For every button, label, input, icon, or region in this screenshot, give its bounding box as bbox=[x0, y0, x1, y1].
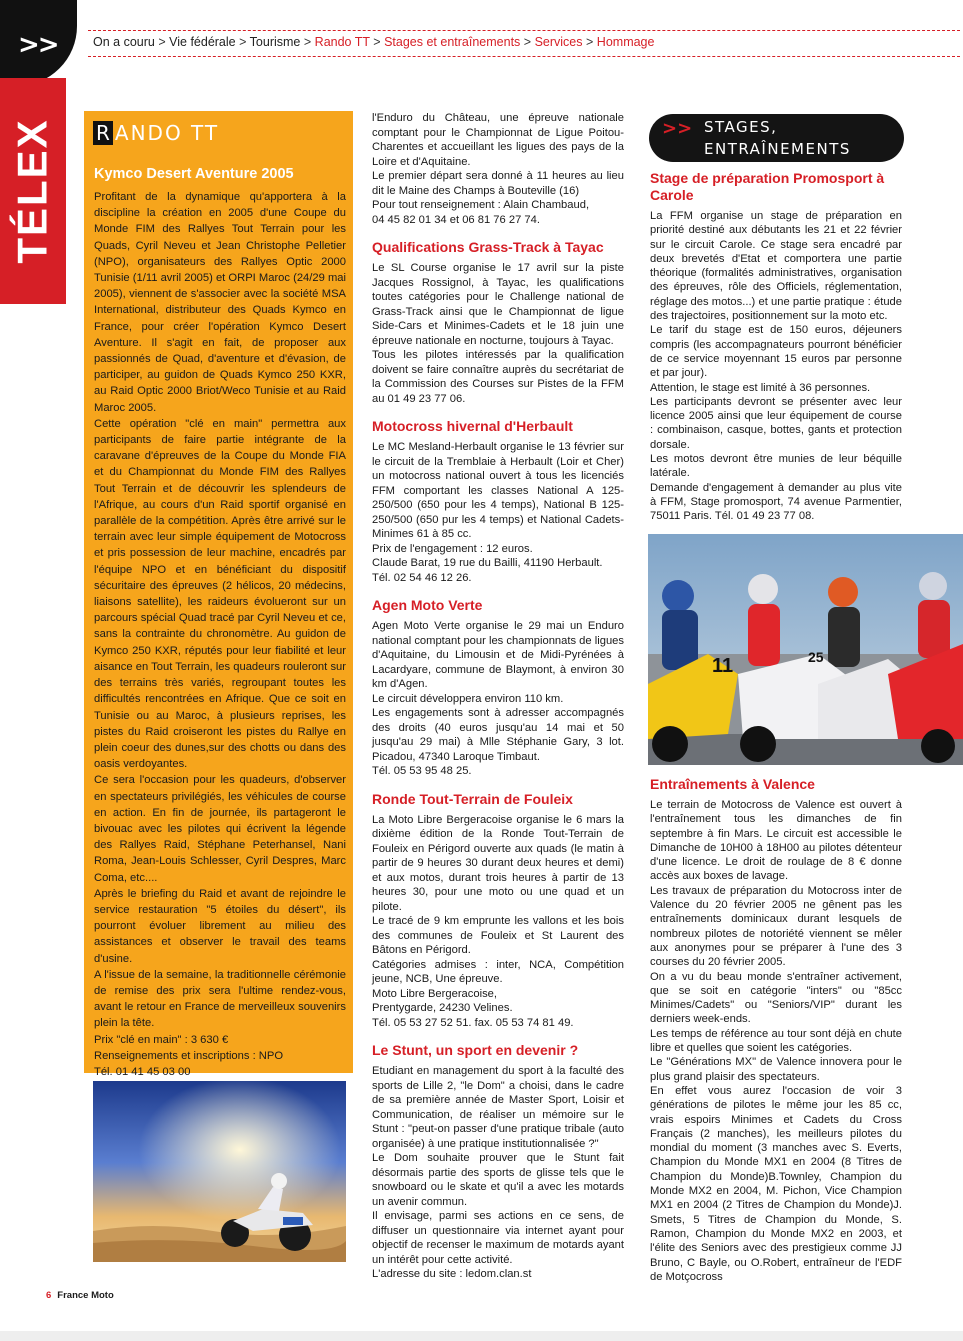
promosport-paragraph: La FFM organise un stage de préparation en priorité destiné aux débutants les 21 et 22 février sur le circuit Carole. Ce stage sera encadré par deux brevetés d'Etat et comportera une partie théorique (formalités administratives, organisation des épreuves, rôle des Officiels, réglementation, réglage des motos...) et une partie pratique : étude des trajectoires, positionnement sur la moto etc. bbox=[650, 210, 902, 323]
enduro-paragraph: l'Enduro du Château, une épreuve nationale comptant pour le Championnat de Ligue Poitou-Charentes et accueillant les ligues des pays de la Loire et d'Aquitaine. bbox=[372, 112, 624, 168]
page-folio bbox=[46, 1290, 114, 1301]
enduro-paragraph: Pour tout renseignement : Alain Chambaud, bbox=[372, 199, 590, 211]
valence-paragraph: Les temps de référence au tour sont déjà en chute libre et quelles que soient les catégories. bbox=[650, 1027, 902, 1055]
section-paragraph: L'adresse du site : ledom.clan.st bbox=[372, 1268, 532, 1280]
section-paragraph: Le circuit développera environ 110 km. bbox=[372, 692, 564, 705]
enduro-paragraph: 04 45 82 01 34 et 06 81 76 27 74. bbox=[372, 213, 540, 226]
section-heading: Entraînements à Valence bbox=[650, 776, 815, 792]
section-paragraph: Il envisage, parmi ses actions en ce sens, de diffuser un questionnaire via internet ayant pour objectif de recenser le maximum de motards ayant un intérêt pour cette activité. bbox=[372, 1210, 624, 1266]
breadcrumb-separator: > bbox=[239, 35, 247, 49]
side-label bbox=[0, 78, 66, 304]
section-heading: Le Stunt, un sport en devenir ? bbox=[372, 1042, 579, 1058]
section-paragraph: Tél. 05 53 95 48 25. bbox=[372, 765, 472, 777]
rubric-initial: R bbox=[93, 121, 113, 145]
section-paragraph: Etudiant en management du sport à la faculté des sports de Lille 2, "le Dom" a choisi, dans le cadre de sa première année de Master Sport, Loisir et Communication, de réaliser un mémoire sur le Stunt : "peut-on passer d'une pratique tribale (auto organisée) à une pratique institutionnalisée ?" bbox=[372, 1065, 624, 1150]
section-heading: Agen Moto Verte bbox=[372, 597, 483, 613]
section-paragraph: Le MC Mesland-Herbault organise le 13 février sur le circuit de la Tremblaie à Herbault (Loir et Cher) un motocross national ouvert à tous les licenciés FFM comportant les classes National A 125-250/500 (650 pour les 4 temps), National B 125-250/500 (650 pur les 4 temps) et National Cadets-Minimes 61 à 85 cc. bbox=[372, 441, 624, 540]
enduro-paragraph: Le premier départ sera donné à 11 heures au lieu dit le Maine des Champs à Bouteville (16) bbox=[372, 170, 624, 197]
section-paragraph: Le SL Course organise le 17 avril sur la piste Jacques Rossignol, à Tayac, les qualifications toutes catégories pour le Challenge national de Grass-Track ainsi que le Championnat de ligue Side-Cars et Minimes-Cadets et le 18 juin une épreuve nationale en nocturne, toujours à Tayac. bbox=[372, 262, 624, 347]
kymco-paragraph: A l'issue de la semaine, la traditionnelle cérémonie de remise des prix sera l'ultime rendez-vous, avant le retour en France de merveilleux souvenirs plein la tête. bbox=[94, 968, 346, 1030]
quad-rider-image bbox=[93, 1081, 346, 1262]
section-paragraph: Tél. 02 54 46 12 26. bbox=[372, 571, 472, 584]
breadcrumb bbox=[93, 35, 654, 49]
breadcrumb-separator: > bbox=[373, 35, 381, 49]
kymco-paragraph: Ce sera l'occasion pour les quadeurs, d'observer en spectateurs privilégiés, les véhicules de course en action. En fin de journée, ils partageront le bivouac avec les pilotes qui écrivent la légende des Rallyes Raid, Stéphane Peterhansel, Nani Roma, Jean-Louis Schlesser, Cyril Despres, Marc Coma, etc.... bbox=[94, 774, 346, 884]
double-arrow-icon: >> bbox=[18, 30, 58, 60]
breadcrumb-link[interactable]: Services bbox=[534, 35, 583, 49]
breadcrumb-separator: > bbox=[303, 35, 312, 49]
section-heading: Ronde Tout-Terrain de Fouleix bbox=[372, 790, 573, 807]
rubric-rest: ANDO TT bbox=[114, 121, 220, 145]
section-paragraph: Le tracé de 9 km emprunte les vallons et les bois des communes de Fouleix et St Laurent des Bâtons en Périgord. bbox=[372, 915, 624, 956]
section-paragraph: Moto Libre Bergeracoise, bbox=[372, 987, 497, 1000]
section-paragraph: Claude Barat, 19 rue du Bailli, 41190 Herbault. bbox=[372, 557, 603, 569]
right-column-valence bbox=[650, 776, 902, 1284]
kymco-paragraph: Prix "clé en main" : 3 630 € bbox=[94, 1033, 229, 1046]
section-paragraph: La Moto Libre Bergeracoise organise le 6 mars la dixième édition de la Ronde Tout-Terrain de Fouleix en Périgord ouverte aux quads (le matin à partir de 9 heures 30 durant deux heures et demi) et aux motos, durant trois heures à partir de 13 heures 30, pour une moto ou une quad et un pilote. bbox=[372, 813, 624, 913]
promosport-paragraph: Attention, le stage est limité à 36 personnes. bbox=[650, 381, 871, 394]
breadcrumb-separator: > bbox=[523, 35, 532, 49]
breadcrumb-rule-bottom bbox=[88, 56, 960, 57]
breadcrumb-link[interactable]: Tourisme bbox=[249, 35, 301, 49]
riders-image bbox=[648, 534, 963, 765]
article-body-kymco bbox=[94, 189, 346, 1096]
breadcrumb-separator: > bbox=[158, 35, 166, 49]
section-heading: Qualifications Grass-Track à Tayac bbox=[372, 239, 604, 255]
valence-paragraph: En effet vous aurez l'occasion de voir 3 générations de pilotes le même jour les 85 cc, vrais espoirs Minimes et Cadets du Cross Français (2 manches), les meilleurs pilotes du mondial du moment (3 manches avec S. Everts, Champion du Monde MX1 en 2004 (8 Titres de Champion du Monde)B.Townley, Champion du Monde MX2 en 2004, M. Pichon, Vice Champion MX1 en 2004 (2 Titres de Champion du Monde)J. Smets, 5 Titres de Champion du Monde, S. Ramon, Champion du Monde MX2 en 2003, et l'élite des Seniors avec des prestigieux comme JJ Bruno, C Bayle, ou O.Robert, entraîneur de l'EDF de Motçocross bbox=[650, 1084, 902, 1283]
kymco-paragraph: Tél. 01 41 45 03 00 bbox=[94, 1065, 191, 1078]
middle-column bbox=[372, 111, 624, 1282]
promosport-paragraph: Les participants devront se présenter avec leur licence 2005 ainsi que leur équipement de course : combinaison, casque, bottes, gants et protection dorsale. bbox=[650, 395, 902, 451]
section-paragraph: Tél. 05 53 27 52 51. fax. 05 53 74 81 49. bbox=[372, 1016, 574, 1029]
promosport-paragraph: Les motos devront être munies de leur béquille latérale. bbox=[650, 453, 902, 480]
section-paragraph: Les engagements sont à adresser accompagnés des droits (40 euros jusqu'au 14 mai et 50 jusqu'au 29 mai) à Mlle Stéphanie Gary, 3 lot. Picadou, 47340 Laroque Timbaut. bbox=[372, 707, 624, 763]
kymco-paragraph: Renseignements et inscriptions : NPO bbox=[94, 1049, 284, 1062]
breadcrumb-link[interactable]: Rando TT bbox=[314, 35, 370, 49]
valence-paragraph: On a vu du beau monde s'entraîner activement, que se soit en catégorie "inters" ou "85cc Minimes/Cadets" ou "Seniors/VIP" durant les derniers week-ends. bbox=[650, 970, 902, 1026]
section-paragraph: Prix de l'engagement : 12 euros. bbox=[372, 542, 533, 555]
right-column-promosport bbox=[650, 166, 902, 524]
double-arrow-icon: >> bbox=[662, 118, 693, 139]
bike-number-11: 11 bbox=[712, 655, 734, 677]
riders-photo bbox=[648, 534, 963, 765]
promosport-paragraph: Demande d'engagement à demander au plus vite à FFM, Stage promosport, 74 avenue Parmentier, 75011 Paris. Tél. 01 49 23 77 08. bbox=[650, 481, 902, 523]
valence-paragraph: Les travaux de préparation du Motocross inter de Valence du 20 février 2005 ne gênent pas les entraînements dominicaux durant lesquels de nombreux pilotes de notoriété viennent se mêler aux anonymes pour se préparer à l'une des 3 courses du 20 février 2005. bbox=[650, 884, 902, 969]
bottom-rule bbox=[0, 1331, 963, 1341]
breadcrumb-link[interactable]: Stages et entraînements bbox=[384, 35, 521, 49]
breadcrumb-link[interactable]: Vie fédérale bbox=[169, 35, 236, 49]
banner-line-1: STAGES, bbox=[704, 118, 778, 136]
section-heading: Motocross hivernal d'Herbault bbox=[372, 418, 573, 434]
breadcrumb-rule-top bbox=[88, 30, 960, 31]
rubric-title bbox=[93, 121, 219, 145]
banner-line-2: ENTRAÎNEMENTS bbox=[704, 140, 851, 158]
section-heading: Stage de préparation Promosport à Carole bbox=[650, 170, 885, 203]
section-paragraph: Agen Moto Verte organise le 29 mai un Enduro national comptant pour les championnats de ligues d'Aquitaine, du Limousin et de Midi-Pyrénées à Lacardyare, commune de Blaymont, à environ 30 km d'Agen. bbox=[372, 620, 624, 690]
breadcrumb-link[interactable]: On a couru bbox=[93, 35, 155, 49]
kymco-paragraph: Profitant de la dynamique qu'apportera à la discipline la création en 2005 d'une Coupe du Monde FIM des Rallyes Tout Terrain pour les Quads, Cyril Neveu et Jean Christophe Pelletier (NPO), organisateurs des Rallyes Optic 2000 Tunisie (1/11 avril 2005) et ORPI Maroc (24/29 mai 2005), viennent de s'associer avec la société MSA International, distributeur des Quads Kymco en France, pour créer l'opération Kymco Desert Aventure. Il s'agit en fait, de proposer aux passionnés de Quad, d'aventure et d'évasion, de participer, au guidon de Quads Kymco 250 KXR, au Raid Optic 2000 Briot/Weco Tunisie et au Raid Maroc 2005. bbox=[94, 191, 346, 414]
section-paragraph: Catégories admises : inter, NCA, Compétition jeune, NCB, Une épreuve. bbox=[372, 958, 624, 985]
kymco-paragraph: Après le briefing du Raid et avant de rejoindre le service restauration "5 étoiles du désert", ils pourront évoluer librement au milieu des assistances et observer le travail des teams d'usine. bbox=[94, 887, 346, 965]
article-title-kymco: Kymco Desert Aventure 2005 bbox=[94, 166, 294, 182]
bike-number-25: 25 bbox=[808, 649, 824, 665]
breadcrumb-separator: > bbox=[586, 35, 594, 49]
page-number: 6 bbox=[46, 1290, 52, 1301]
promosport-paragraph: Le tarif du stage est de 150 euros, déjeuners compris (les accompagnateurs pourront bénéficier de ce service moyennant 15 euros par personne et par jour). bbox=[650, 324, 902, 380]
breadcrumb-link[interactable]: Hommage bbox=[596, 35, 655, 49]
valence-paragraph: Le terrain de Motocross de Valence est ouvert à l'entraînement tous les dimanches de fin septembre à fin Mars. Le circuit est accessible le Dimanche de 10H00 à 18H00 au pilotes détenteur d'une licence. Le droit de roulage de 8 € donne accès aux boxes de lavage. bbox=[650, 799, 902, 883]
section-paragraph: Le Dom souhaite prouver que le Stunt fait désormais partie des sports de glisse tels que le snowboard ou le skate et qu'il a avec les motards un avenir commun. bbox=[372, 1152, 624, 1208]
publication-name: France Moto bbox=[57, 1290, 114, 1301]
quad-desert-photo bbox=[93, 1081, 346, 1262]
valence-paragraph: Le "Générations MX" de Valence innovera pour le plus grand plaisir des spectateurs. bbox=[650, 1056, 902, 1083]
section-paragraph: Tous les pilotes intéressés par la qualification doivent se faire connaître auprès du secrétariat de la Commission des Courses sur Pistes de la FFM au 01 49 23 77 06. bbox=[372, 349, 624, 405]
kymco-paragraph: Cette opération "clé en main" permettra aux participants de faire partie intégrante de la caravane d'épreuves de la Coupe du Monde FIA et du Championnat du Monde FIM des Rallyes Tout Terrain et de découvrir les splendeurs de l'Afrique, au cours d'un Raid sportif organisé en parallèle de la compétition. Après être arrivé sur le terrain avec leur simple équipement de Motocross et pris possession de leur machine, encadrés par l'équipe NPO et en bénéficiant du dispositif sécuritaire des épreuves (2 hélicos, 20 médecins, liaisons satellite), les raideurs évolueront sur un parcours spécial Quad tracé par Cyril Neveu et ce, sans la contrainte du chronomètre. Au guidon de Kymco 250 KXR, réputés pour leur fiabilité et leur aisance en Tout Terrain, les quadeurs rouleront sur des terrains très variés, regroupant toutes les difficultés rencontrées en Afrique. Que ce soit en Tunisie ou au Maroc, à plusieurs reprises, les pistes du Raid croiseront les pistes du Rallye en plein coeur des dunes,sur des chotts ou dans des oasis verdoyantes. bbox=[94, 417, 346, 771]
section-paragraph: Prentygarde, 24230 Velines. bbox=[372, 1002, 513, 1014]
side-label-text: TÉLEX bbox=[9, 118, 57, 264]
